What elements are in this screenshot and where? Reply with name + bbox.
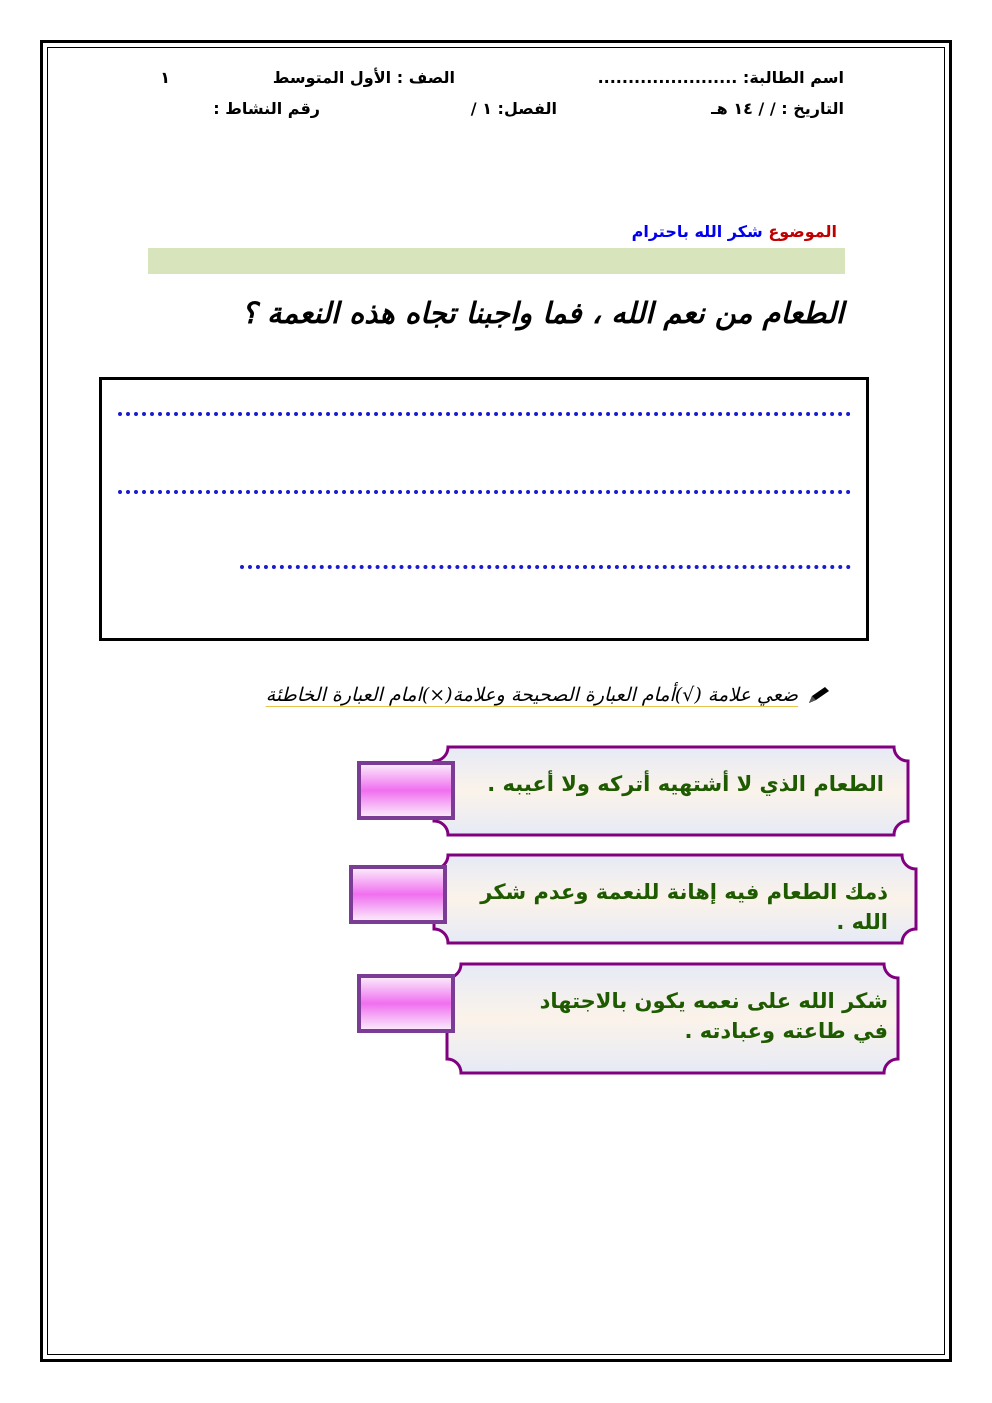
statement-card-1	[432, 745, 910, 837]
grade-label: الصف : الأول المتوسط	[272, 68, 455, 87]
topic-label: الموضوع	[768, 222, 837, 241]
instruction-line	[266, 684, 832, 706]
answer-box[interactable]	[99, 377, 869, 641]
statement-card-2	[432, 853, 918, 945]
answer-box-3[interactable]	[357, 974, 455, 1033]
topic-line	[632, 222, 837, 241]
instruction-text: ضعي علامة (√)أمام العبارة الصحيحة وعلامة(×)امام العبارة الخاطئة	[265, 684, 798, 706]
statement-text-3: شكر الله على نعمه يكون بالاجتهاد في طاعته وعبادته .	[539, 989, 888, 1043]
question-title: الطعام من نعم الله ، فما واجبنا تجاه هذه النعمة ؟	[241, 296, 844, 330]
topic-highlight-bar	[148, 248, 845, 274]
pencil-icon	[806, 686, 832, 706]
answer-line-2[interactable]	[118, 490, 851, 494]
activity-number-label: رقم النشاط :	[213, 99, 320, 118]
answer-line-3[interactable]	[240, 565, 851, 569]
term-label: الفصل: ١ /	[470, 99, 557, 118]
answer-line-1[interactable]	[118, 412, 851, 416]
statement-text-2: ذمك الطعام فيه إهانة للنعمة وعدم شكر الله .	[480, 880, 888, 934]
answer-box-1[interactable]	[357, 761, 455, 820]
topic-value: شكر الله باحترام	[631, 222, 763, 241]
answer-box-2[interactable]	[349, 865, 447, 924]
section-number: ١	[160, 68, 170, 87]
statement-card-3	[445, 962, 900, 1075]
date-label: التاريخ : / / ١٤ هـ	[711, 99, 844, 118]
student-name-label: اسم الطالبة: .......................	[597, 68, 844, 87]
statement-text-1: الطعام الذي لا أشتهيه أتركه ولا أعيبه .	[487, 772, 884, 796]
